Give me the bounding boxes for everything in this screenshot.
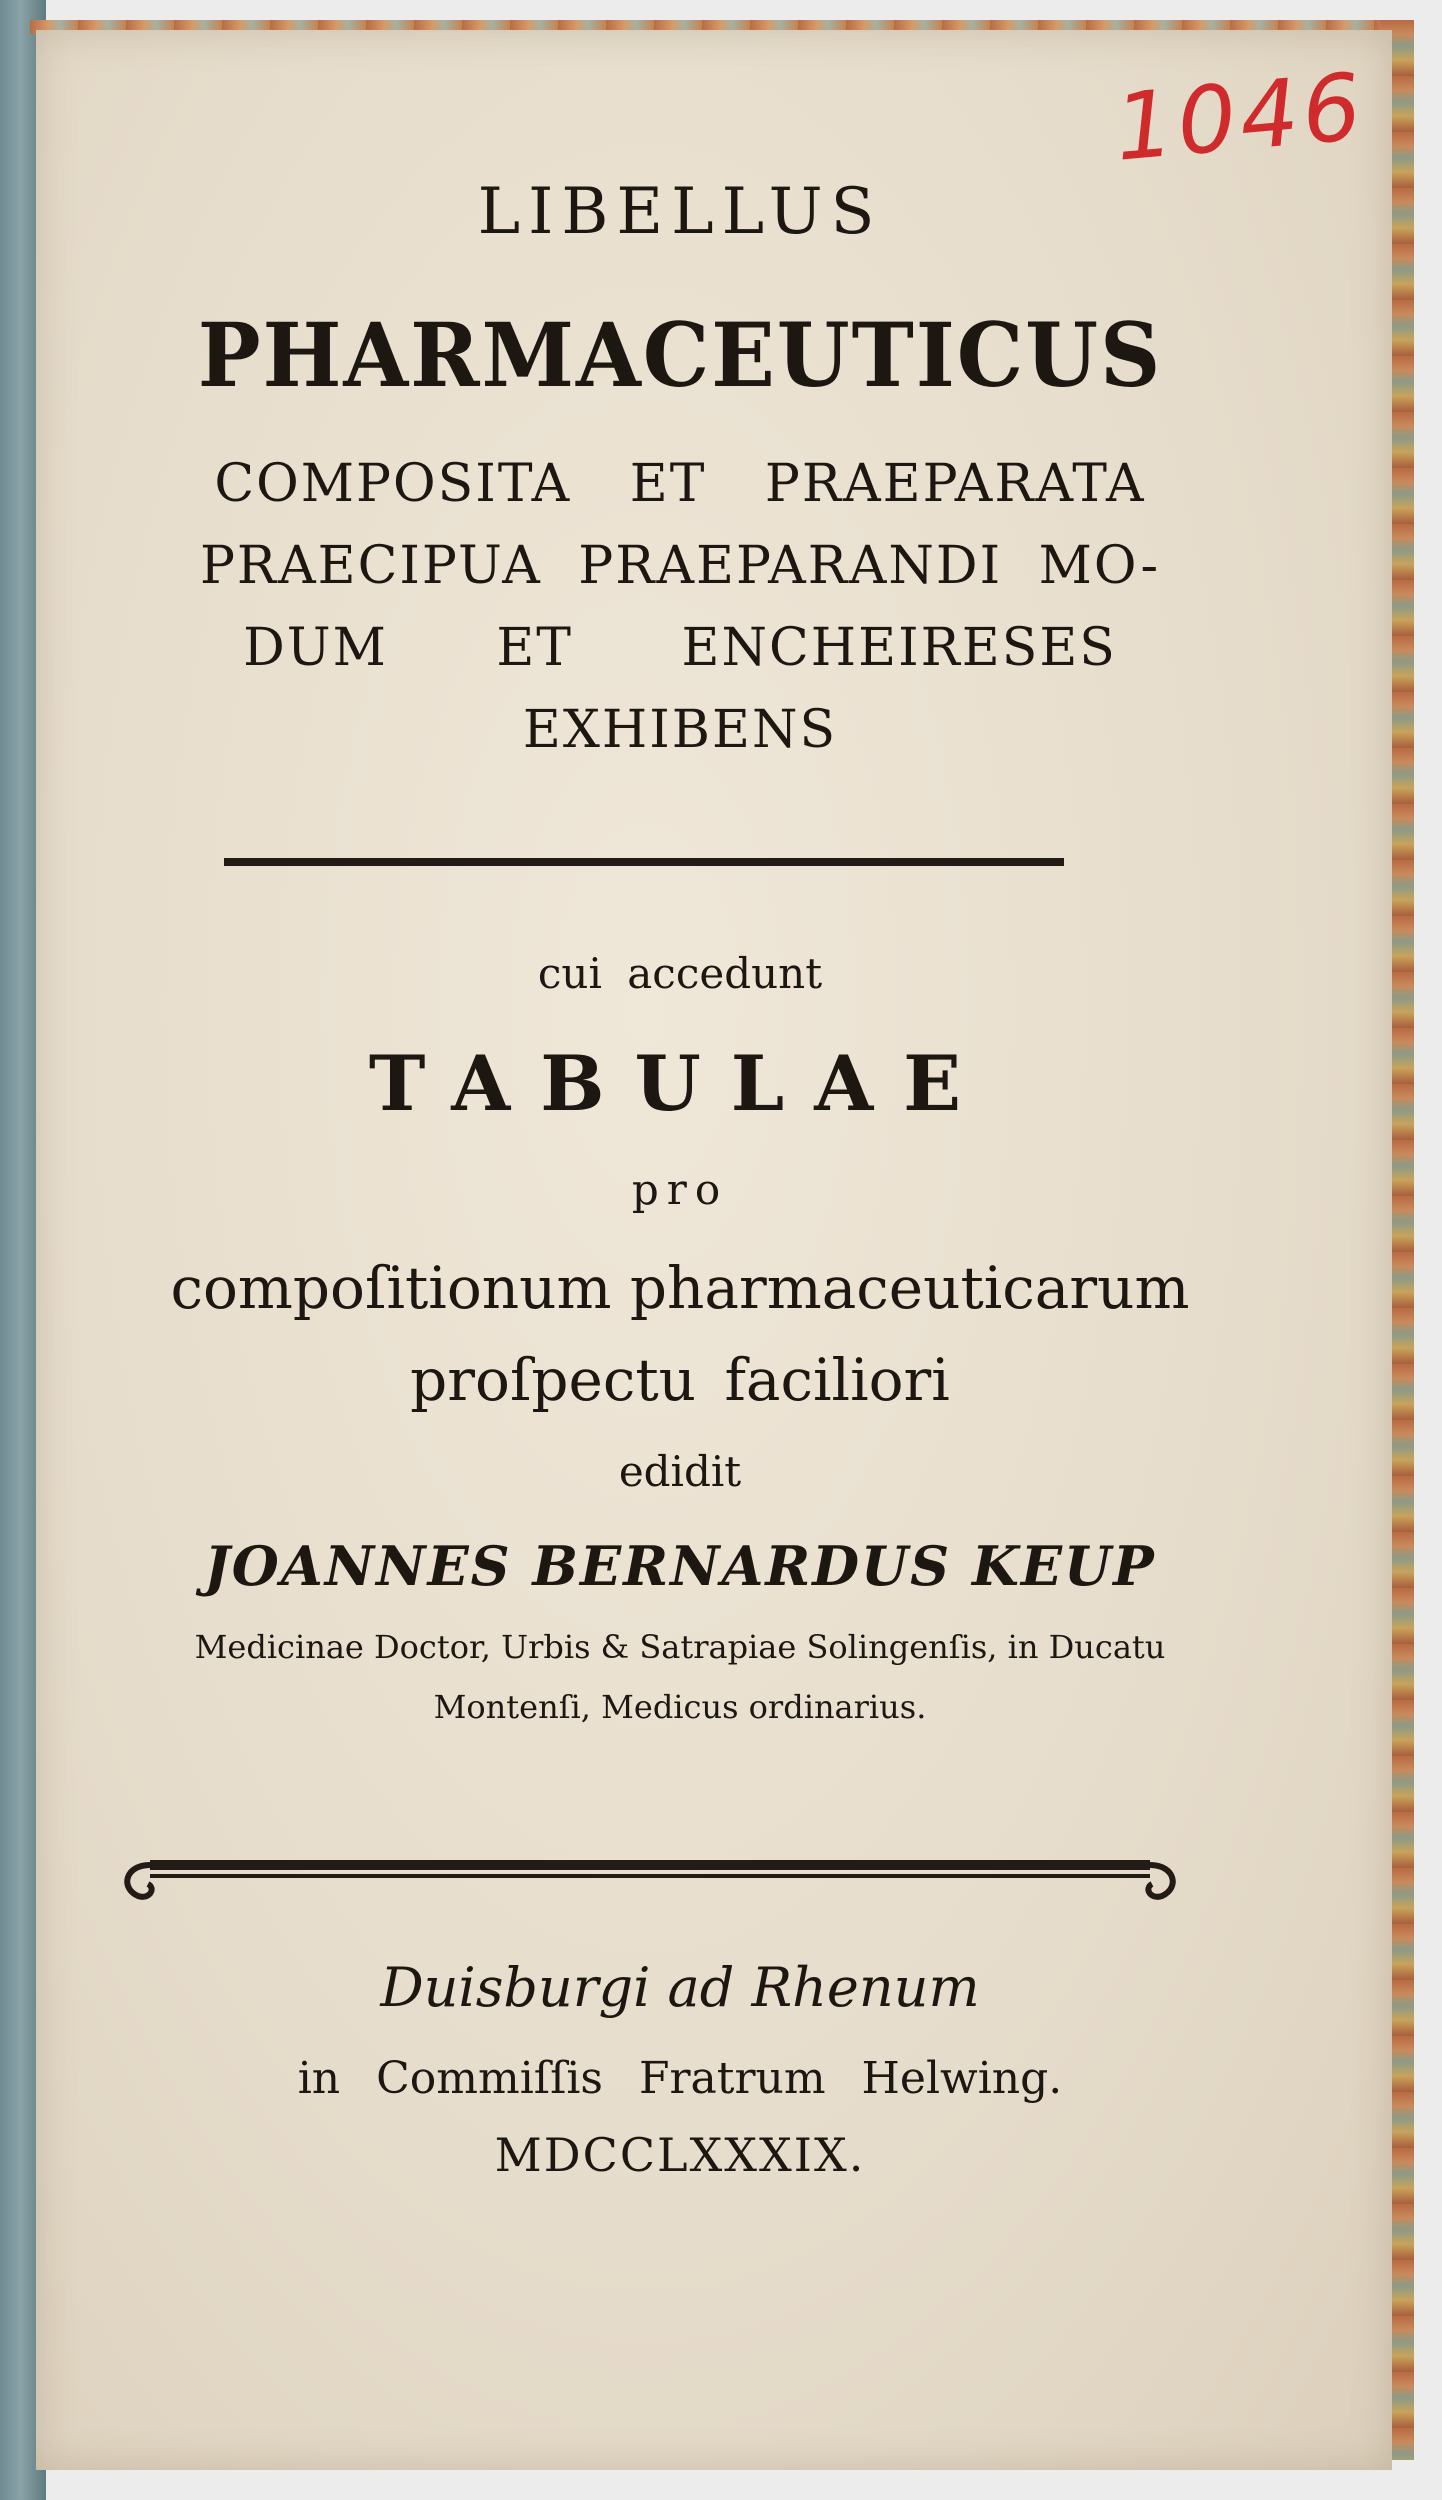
author-name: JOANNES BERNARDUS KEUP (204, 1534, 1156, 1598)
ornamental-rule (120, 1838, 1180, 1918)
addendum-line-2: proſpectu faciliori (410, 1346, 950, 1414)
subtitle-line-3: DUM ET ENCHEIRESES (243, 618, 1117, 678)
divider-rule (224, 858, 1064, 866)
addendum-line-1: compoſitionum pharmaceuticarum (170, 1254, 1190, 1322)
addendum-heading: TABULAE (368, 1039, 992, 1128)
title-line-2: PHARMACEUTICUS (197, 303, 1163, 407)
imprint-publisher: in Commiſſis Fratrum Helwing. (297, 2053, 1063, 2104)
subtitle-line-1: COMPOSITA ET PRAEPARATA (214, 454, 1146, 514)
subtitle-line-4: EXHIBENS (522, 700, 838, 760)
subtitle-line-2: PRAECIPUA PRAEPARANDI MO- (199, 536, 1161, 596)
addendum-pro: pro (631, 1165, 729, 1214)
addendum-intro: cui accedunt (537, 949, 823, 998)
imprint-place: Duisburgi ad Rhenum (380, 1956, 980, 2019)
author-credentials-1: Medicinae Doctor, Urbis & Satrapiae Solingenſis, in Ducatu (194, 1628, 1166, 1666)
imprint-year: MDCCLXXXIX. (494, 2128, 866, 2182)
catalog-number: 1046 (1110, 53, 1370, 182)
title-line-1: LIBELLUS (477, 175, 883, 249)
edidit-label: edidit (618, 1447, 742, 1496)
author-credentials-2: Montenſi, Medicus ordinarius. (433, 1688, 927, 1726)
